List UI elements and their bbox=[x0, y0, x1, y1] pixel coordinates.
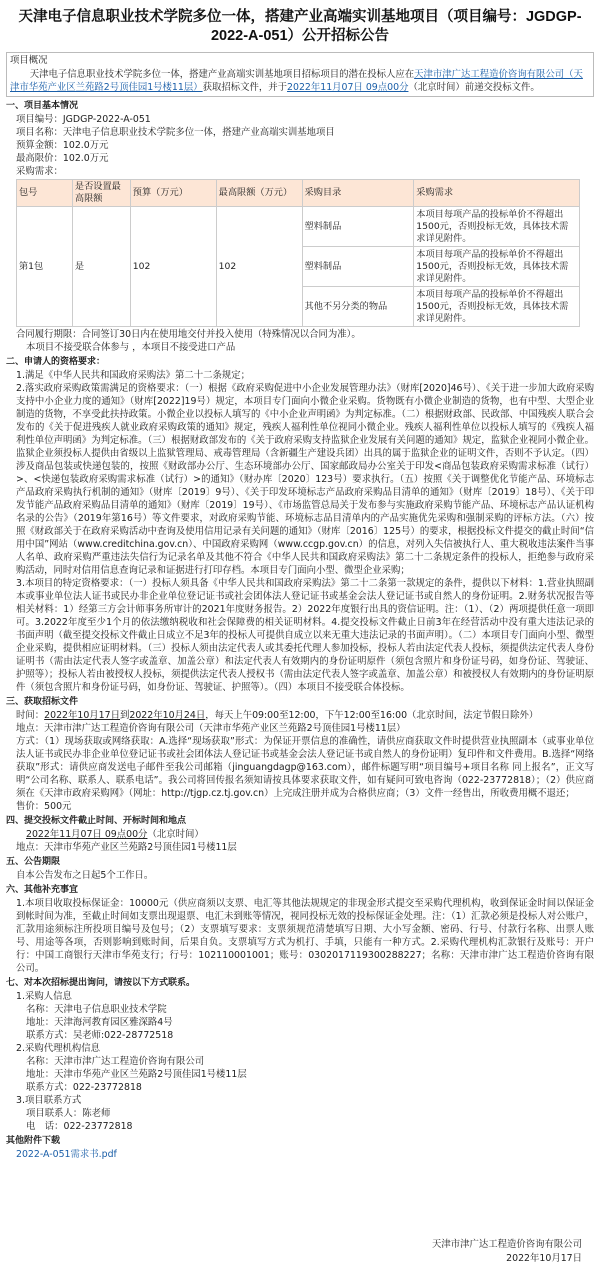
summary-t1: 天津电子信息职业技术学院多位一体，搭建产业高端实训基地项目招标项目的潜在投标人应在 bbox=[29, 69, 415, 80]
header-cell: 采购需求 bbox=[414, 180, 580, 207]
max-price: 最高限价：102.0万元 bbox=[16, 153, 109, 164]
attachments-heading: 其他附件下载 bbox=[6, 1136, 61, 1146]
section-5-heading: 五、公告期限 bbox=[6, 857, 61, 867]
project-contact-person: 项目联系人：陈老师 bbox=[26, 1108, 111, 1119]
qualification-3: 3.本项目的特定资格要求：（一）投标人须具备《中华人民共和国政府采购法》第二十二条第一款规定的条件，提供以下材料：1.营业执照副本或事业单位法人证书或民办非企业单位登记证书或社会团体法人登记证书或基金会法人登记证书或自然人的身份证明。2.财务状况报告等相关材料：1）经第三方会计师事务所审计的2021年度财务报告。2）2022年度银行出具的资信证明。注：（1）、（2）两项提供任意一项即可。3.2022年度至少1个月的依法缴纳税收和社会保障费的相关证明材料。4.提交投标文件截止日前3年在经营活动中没有重大违法记录的书面声明（截至提交投标文件截止日成立不足3年的投标人可提供自成立以来无重大违法记录的书面声明）。（二）本项目专门面向小型、微型企业采购，提供相应证明材料。（三）投标人须由法定代表人或其委托代理人参加投标，投标人若由法定代表人投标，须提供法定代表人身份证明书（需由法定代表人签字或盖章、加盖公章）和法定代表人有效期内的身份证明原件（须包含照片和身份证号码，如身份证、驾驶证、护照等）；投标人若由被授权人投标，须提供法定代表人授权书（需由法定代表人签字或盖章、加盖公章）和被授权人有效期内的身份证明原件（须包含照片和身份证号码，如身份证、驾驶证、护照等）。（四）本项目不接受联合体投标。 bbox=[16, 578, 594, 693]
purchaser-address: 地址：天津海河教育园区雅深路4号 bbox=[26, 1017, 173, 1028]
signature-org: 天津市津广达工程造价咨询有限公司 bbox=[431, 1239, 582, 1250]
section-6-heading: 六、其他补充事宜 bbox=[6, 885, 79, 895]
requirement-cell: 本项目每项产品的投标单价不得超出1500元，否则投标无效，具体技术需求详见附件。 bbox=[414, 247, 580, 287]
summary-place: 天津市津广达工程造价咨询有限公司（天津市华苑产业区兰苑路2号顶佳园1号楼11层） bbox=[10, 69, 583, 93]
signature-date: 2022年10月17日 bbox=[506, 1253, 582, 1264]
notice-period: 自本公告发布之日起5个工作日。 bbox=[16, 870, 154, 881]
category-cell: 塑料制品 bbox=[302, 247, 414, 287]
project-code: 项目编号：JGDGP-2022-A-051 bbox=[16, 114, 151, 125]
doc-time: 时间：2022年10月17日到2022年10月24日，每天上午09:00至12:00，下午12:00至16:00（北京时间，法定节假日除外） bbox=[16, 710, 539, 721]
header-cell: 是否设置最高限额 bbox=[72, 180, 130, 207]
qualification-2: 2.落实政府采购政策需满足的资格要求：（一）根据《政府采购促进中小企业发展管理办法》（财库[2020]46号）、《关于进一步加大政府采购支持中小企业力度的通知》（财库[2022]19号）规定，本项目专门面向小微企业采购。货物既有小微企业制造的货物，也有中型、大型企业制造的货物，不享受此扶持政策。小微企业以投标人填写的《中小企业声明函》为判定标准。（二）根据财政部、民政部、中国残疾人联合会发布的《关于促进残疾人就业政府采购政策的通知》规定，残疾人福利性单位视同小微企业。残疾人福利性单位以投标人填写的《残疾人福利性单位声明函》为判定标准。（三）根据财政部发布的《关于政府采购支持监狱企业发展有关问题的通知》规定，监狱企业视同小微企业。监狱企业须投标人提供由省级以上监狱管理局、戒毒管理局（含新疆生产建设兵团）出具的属于监狱企业的证明文件，否则不予认定。（四）涉及商品包装或快递包装的，按照《财政部办公厅、生态环境部办公厅、国家邮政局办公室关于印发<商品包装政府采购需求标准（试行）>、<快递包装政府采购需求标准（试行）>的通知》（财办库〔2020〕123号）要求执行。（五）按照《关于调整优化节能产品、环境标志产品政府采购执行机制的通知》（财库〔2019〕9号）、《关于印发环境标志产品政府采购品目清单的通知》（财库〔2019〕18号）、《关于印发节能产品政府采购品目清单的通知》（财库〔2019〕19号）、《市场监管总局关于发布参与实施政府采购节能产品、环境标志产品认证机构名录的公告》（2019年第16号）等文件要求，对政府采购节能、环境标志品目清单内的产品实施优先采购和强制采购的评标方法。（六）按照《财政部关于在政府采购活动中查询及使用信用记录有关问题的通知》（财库〔2016〕125号）的要求，根据投标文件提交的截止时间“信用中国”网站（www.creditchina.gov.cn）、中国政府采购网（www.ccgp.gov.cn）的信息，对列入失信被执行人、重大税收违法案件当事人名单、政府采购严重违法失信行为记录名单及其他不符合《中华人民共和国政府采购法》第二十二条规定条件的投标人，拒绝参与政府采购活动，同时对信用信息查询记录和证据进行打印存档。本项目专门面向小型、微型企业采购； bbox=[16, 383, 594, 576]
category-cell: 塑料制品 bbox=[302, 207, 414, 247]
agency-name: 名称：天津市津广达工程造价咨询有限公司 bbox=[26, 1056, 205, 1067]
header-cell: 预算（万元） bbox=[130, 180, 216, 207]
section-2-heading: 二、申请人的资格要求： bbox=[6, 357, 106, 367]
section-7-heading: 七、对本次招标提出询问，请按以下方式联系。 bbox=[6, 978, 196, 988]
requirement-cell: 本项目每项产品的投标单价不得超出1500元，否则投标无效，具体技术需求详见附件。 bbox=[414, 287, 580, 327]
requirement-cell: 本项目每项产品的投标单价不得超出1500元，否则投标无效，具体技术需求详见附件。 bbox=[414, 207, 580, 247]
agency-address: 地址：天津市华苑产业区兰苑路2号顶佳园1号楼11层 bbox=[26, 1069, 247, 1080]
project-contact-phone: 电 话：022-23772818 bbox=[26, 1121, 133, 1132]
project-contact-heading: 3.项目联系方式 bbox=[16, 1095, 82, 1106]
package-cell: 第1包 bbox=[17, 207, 73, 327]
budget-amount: 预算金额：102.0万元 bbox=[16, 140, 109, 151]
summary-label: 项目概况 bbox=[10, 55, 48, 66]
attachment-link[interactable]: 2022-A-051需求书.pdf bbox=[16, 1149, 117, 1160]
max-cell: 102 bbox=[216, 207, 302, 327]
purchaser-contact: 联系方式：吴老师:022-28772518 bbox=[26, 1030, 174, 1041]
bid-deadline: 2022年11月07日 09点00分（北京时间） bbox=[26, 829, 204, 840]
agency-contact: 联系方式：022-23772818 bbox=[26, 1082, 142, 1093]
page-title: 天津电子信息职业技术学院多位一体，搭建产业高端实训基地项目（项目编号：JGDGP-2022-A-051）公开招标公告 bbox=[18, 9, 582, 44]
limit-cell: 是 bbox=[72, 207, 130, 327]
agency-heading: 2.采购代理机构信息 bbox=[16, 1043, 100, 1054]
contract-period: 合同履行期限：合同签订30日内在使用地交付并投入使用（特殊情况以合同为准）。 bbox=[16, 329, 361, 340]
section-1-heading: 一、项目基本情况 bbox=[6, 101, 79, 111]
section-4-heading: 四、提交投标文件截止时间、开标时间和地点 bbox=[6, 816, 187, 826]
header-cell: 采购目录 bbox=[302, 180, 414, 207]
procurement-table bbox=[16, 179, 580, 327]
supplementary-text: 1.本项目收取投标保证金：10000元（供应商须以支票、电汇等其他法规规定的非现金形式提交至采购代理机构，收到保证金时间以保证金到帐时间为准，至截止时间如支票出现退票、电汇未到账等情况，视同投标无效的投标保证金处理。注：（1）汇款必须是投标人对公账户，汇款用途须标注所投项目编号及包号；（2）支票填写要求：支票须规范清楚填写日期、大小写金额、密码、行号、付款行名称、出票人账号、用途等各项，否则影响到账时间，后果自负。支票填写方式为机打、手填，只能有一种方式。2.采购代理机构汇款银行及账号：开户行：中国工商银行天津市华苑支行；行号：102110001001；账号：0302017119300288227；名称：天津市津广达工程造价咨询有限公司。 bbox=[16, 898, 594, 974]
procurement-need-label: 采购需求： bbox=[16, 166, 63, 177]
summary-t3: （北京时间）前递交投标文件。 bbox=[408, 82, 540, 93]
category-cell: 其他不另分类的物品 bbox=[302, 287, 414, 327]
header-cell: 最高限额（万元） bbox=[216, 180, 302, 207]
purchaser-name: 名称：天津电子信息职业技术学院 bbox=[26, 1004, 167, 1015]
header-cell: 包号 bbox=[17, 180, 73, 207]
summary-deadline: 2022年11月07日 09点00分 bbox=[287, 82, 409, 93]
summary-t2: 获取招标文件，并于 bbox=[202, 82, 288, 93]
purchaser-heading: 1.采购人信息 bbox=[16, 991, 72, 1002]
budget-cell: 102 bbox=[130, 207, 216, 327]
table-row bbox=[17, 207, 580, 247]
doc-place: 地点：天津市津广达工程造价咨询有限公司（天津市华苑产业区兰苑路2号顶佳园1号楼11层） bbox=[16, 723, 406, 734]
doc-price: 售价：500元 bbox=[16, 801, 72, 812]
table-header-row bbox=[17, 180, 580, 207]
project-summary bbox=[6, 52, 594, 97]
doc-method: 方式：（1）现场获取或网络获取：A.选择“现场获取”形式：为保证开票信息的准确性，请供应商获取文件时提供营业执照副本（或事业单位法人证书或民办非企业单位登记证书或社会团体法人登记证书或基金会法人登记证书或自然人的身份证明）复印件和文件费用。B.选择“网络获取”形式：请供应商发送电子邮件至我公司邮箱（jinguangdagp@163.com），邮件标题写明“项目编号+项目名称 同上报名”，正文写明“公司名称、联系人、联系电话”。我公司将回传报名须知请按具体要求获取文件，如有疑问可致电咨询（022-23772818）；（2）供应商须在《天津市政府采购网》（网址：http://tjgp.cz.tj.gov.cn）上完成注册并成为合格供应商；（3）文件一经售出，所收费用概不退还； bbox=[16, 736, 594, 799]
summary-text bbox=[10, 68, 590, 94]
bid-place: 地点：天津市华苑产业区兰苑路2号顶佳园1号楼11层 bbox=[16, 842, 237, 853]
qualification-1: 1.满足《中华人民共和国政府采购法》第二十二条规定； bbox=[16, 370, 250, 381]
section-3-heading: 三、获取招标文件 bbox=[6, 697, 79, 707]
project-name: 项目名称：天津电子信息职业技术学院多位一体，搭建产业高端实训基地项目 bbox=[16, 127, 335, 138]
consortium-note: 本项目不接受联合体参与 ，本项目不接受进口产品 bbox=[26, 342, 236, 353]
